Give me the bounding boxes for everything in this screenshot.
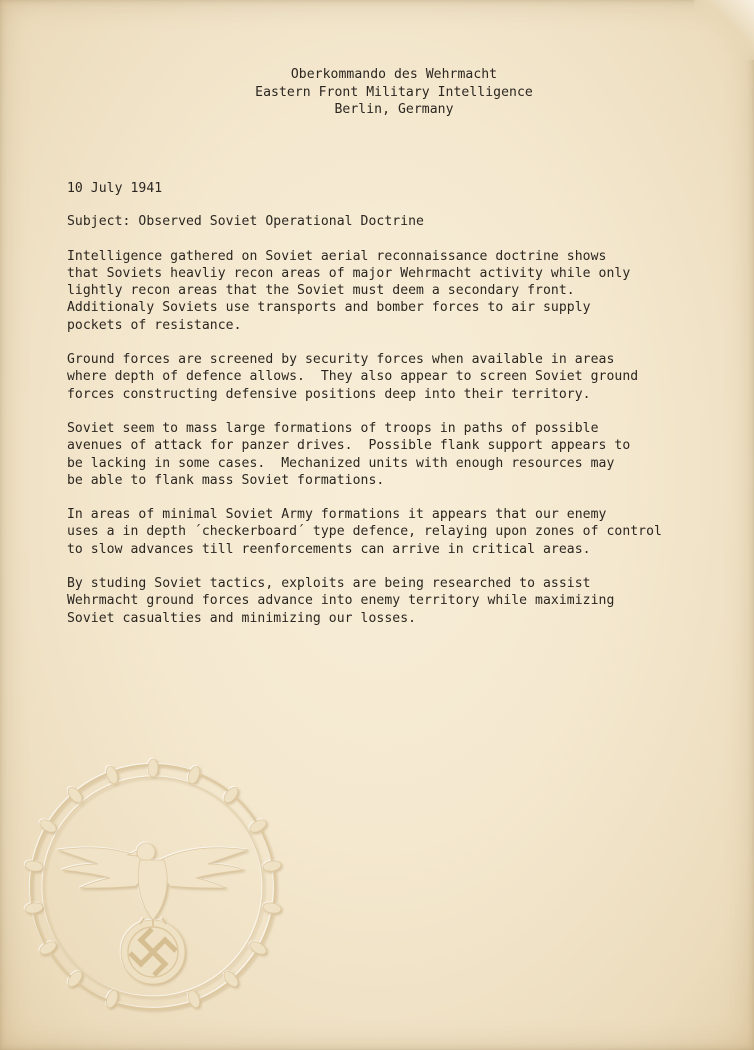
paragraph-line: lightly recon areas that the Soviet must deem a secondary front. xyxy=(67,283,575,299)
paragraph-line: Additionaly Soviets use transports and bomber forces to air supply xyxy=(67,300,591,316)
paper-corner-curl xyxy=(694,0,754,60)
paragraph-line: avenues of attack for panzer drives. Possible flank support appears to xyxy=(67,438,631,454)
paragraph-line: forces constructing defensive positions deep into their territory. xyxy=(67,386,591,402)
paragraph-line: Soviet seem to mass large formations of troops in paths of possible xyxy=(67,420,599,436)
letterhead xyxy=(0,66,754,119)
paragraph-line: where depth of defence allows. They also appear to screen Soviet ground xyxy=(67,369,639,385)
paragraph xyxy=(67,506,727,558)
paragraph-line: In areas of minimal Soviet Army formations it appears that our enemy xyxy=(67,507,607,523)
eagle-swastika-seal-icon xyxy=(18,752,288,1022)
paragraph-line: Soviet casualties and minimizing our losses. xyxy=(67,610,417,626)
paragraph-line: that Soviets heavliy recon areas of major Wehrmacht activity while only xyxy=(67,265,631,281)
letter-body xyxy=(67,180,727,644)
paragraph xyxy=(67,420,727,489)
letterhead-line-1: Oberkommando des Wehrmacht xyxy=(290,67,498,82)
letter-subject: Subject: Observed Soviet Operational Doctrine xyxy=(67,214,424,230)
letter-date: 10 July 1941 xyxy=(67,181,163,196)
paragraph-line: to slow advances till reenforcements can arrive in critical areas. xyxy=(67,541,591,557)
paragraph-line: Wehrmacht ground forces advance into enemy territory while maximizing xyxy=(67,593,615,609)
paragraph-line: Intelligence gathered on Soviet aerial reconnaissance doctrine shows xyxy=(67,248,607,264)
paragraph xyxy=(67,575,727,627)
paragraph-line: be able to flank mass Soviet formations. xyxy=(67,472,385,488)
paragraph-line: uses a in depth ´checkerboard´ type defence, relaying upon zones of control xyxy=(67,524,662,540)
paragraph-line: Ground forces are screened by security forces when available in areas xyxy=(67,352,615,368)
paragraph-line: be lacking in some cases. Mechanized units with enough resources may xyxy=(67,455,615,471)
paragraph-line: pockets of resistance. xyxy=(67,317,242,333)
paragraph-line: By studing Soviet tactics, exploits are being researched to assist xyxy=(67,576,591,592)
letterhead-line-2: Eastern Front Military Intelligence xyxy=(255,84,533,100)
paragraph xyxy=(67,351,727,403)
letterhead-line-3: Berlin, Germany xyxy=(334,102,454,117)
paragraph xyxy=(67,248,727,334)
